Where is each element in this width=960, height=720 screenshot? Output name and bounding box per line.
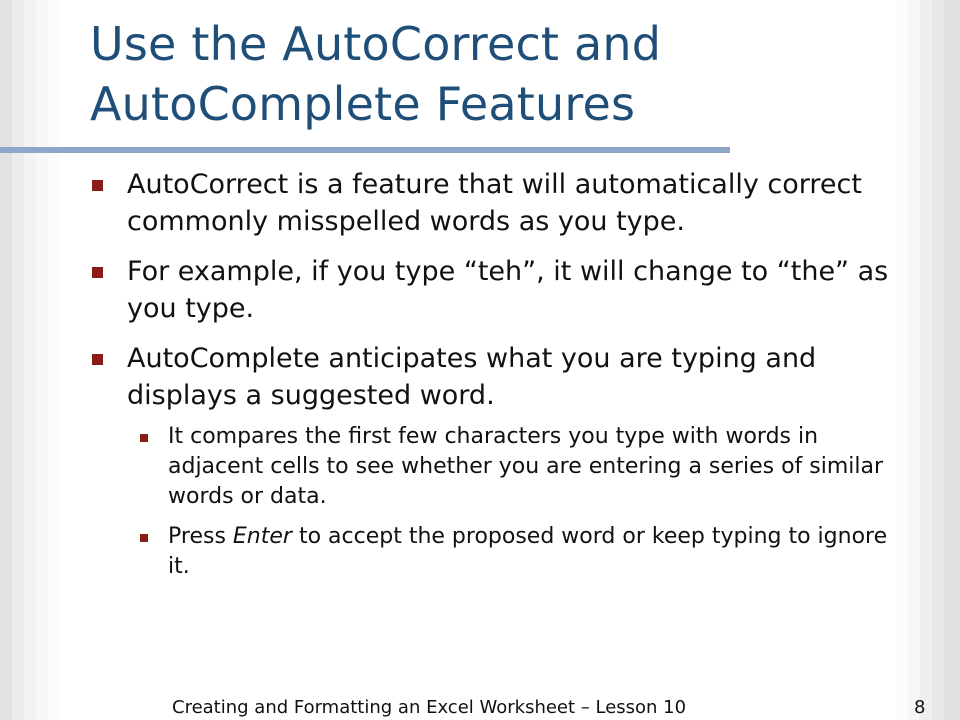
- slide-footer: [0, 695, 960, 720]
- bullet-item: [90, 253, 930, 327]
- title-divider: [0, 147, 730, 153]
- sub-bullet-item: [138, 422, 908, 512]
- bullet-text: AutoCorrect is a feature that will automatically correct commonly misspelled words as you type.: [127, 169, 862, 237]
- enter-key-emphasis: Enter: [232, 524, 292, 549]
- sub-bullet-text-suffix: to accept the proposed word or keep typing to ignore it.: [168, 524, 888, 579]
- square-bullet-icon: [92, 180, 103, 191]
- footer-text: Creating and Formatting an Excel Worksheet – Lesson 10: [172, 697, 687, 718]
- sub-bullet-text: It compares the first few characters you type with words in adjacent cells to see whether you are entering a series of similar words or data.: [168, 424, 884, 509]
- bullet-item: [90, 340, 930, 414]
- square-bullet-icon: [92, 354, 103, 365]
- sub-bullet-text-prefix: Press: [168, 524, 233, 549]
- bullet-text: For example, if you type “teh”, it will change to “the” as you type.: [127, 256, 889, 324]
- square-bullet-icon: [140, 434, 148, 442]
- sub-bullet-item: [138, 522, 908, 582]
- slide-body: [90, 166, 930, 592]
- square-bullet-icon: [140, 534, 148, 542]
- bullet-text: AutoComplete anticipates what you are typing and displays a suggested word.: [127, 343, 817, 411]
- bullet-item: [90, 166, 930, 240]
- slide-title: Use the AutoCorrect and AutoComplete Features: [90, 17, 662, 131]
- page-number: 8: [914, 697, 926, 718]
- square-bullet-icon: [92, 267, 103, 278]
